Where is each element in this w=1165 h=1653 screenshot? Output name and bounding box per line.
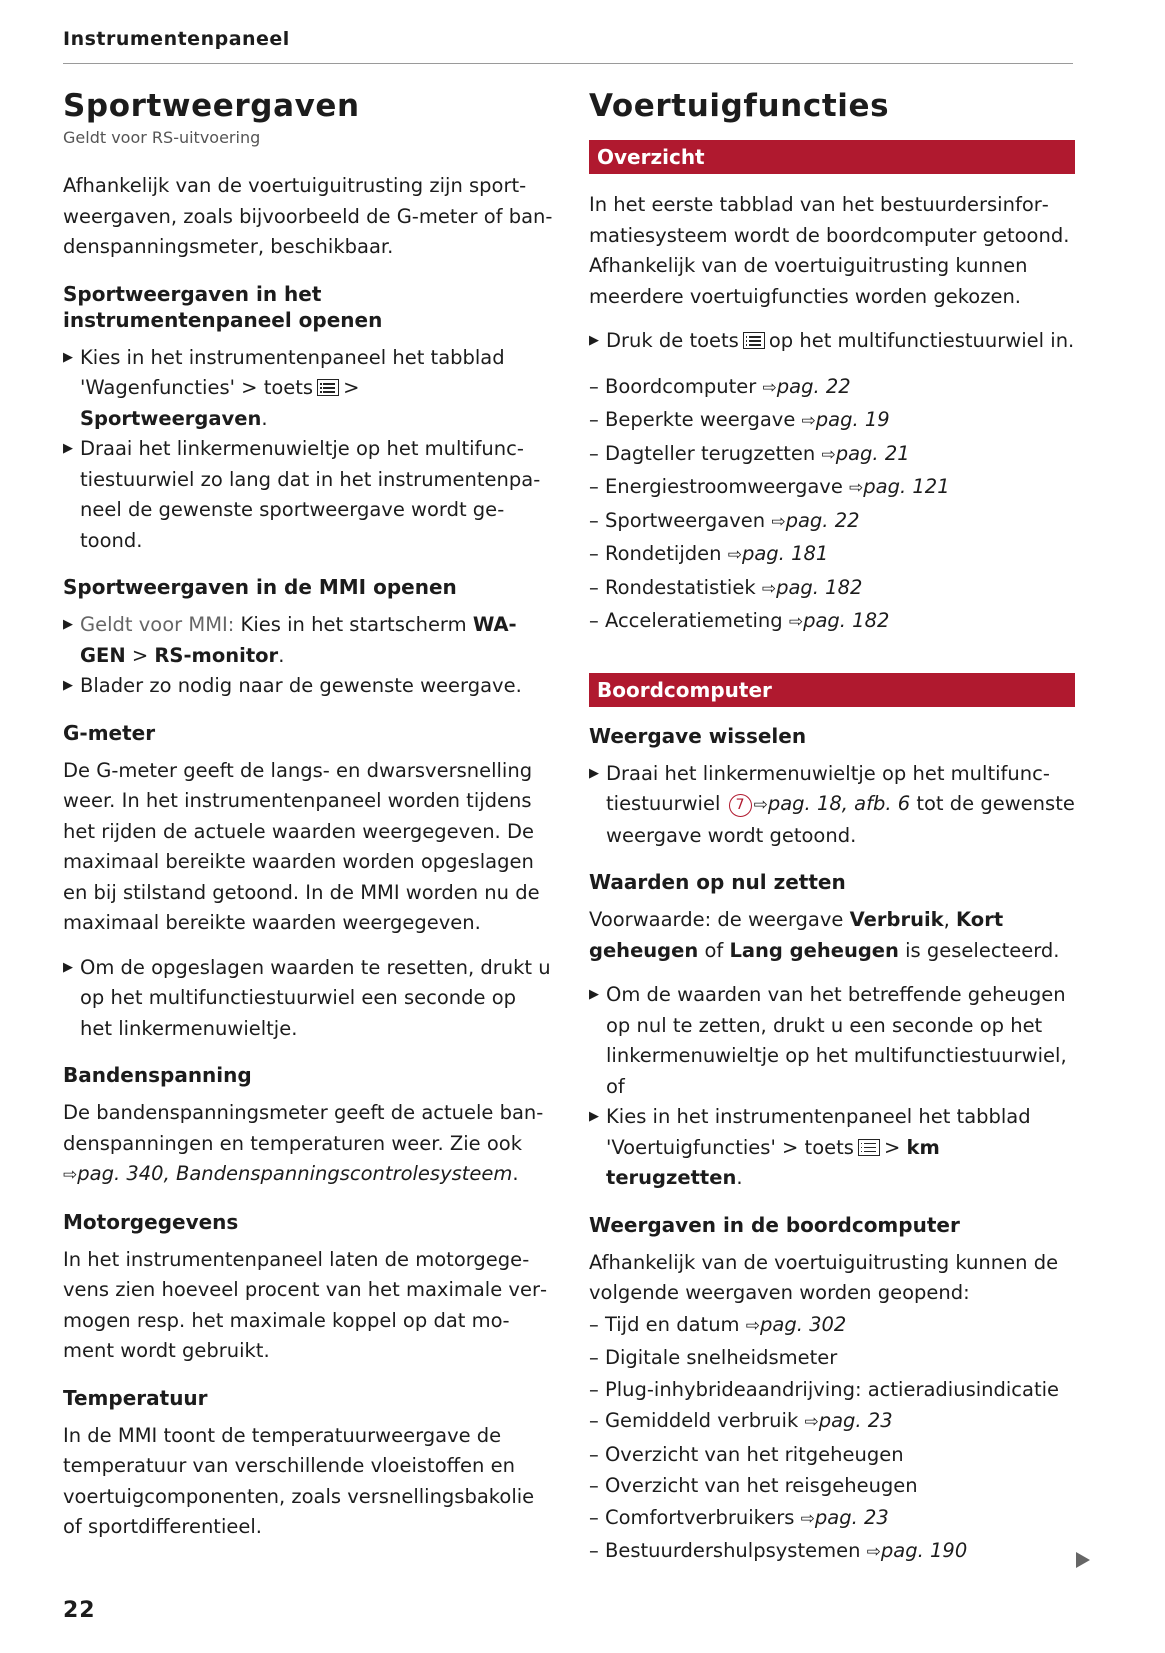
ref-link[interactable]: pag. 121 [863,475,950,498]
ref-link[interactable]: pag. 181 [741,542,829,565]
list-item [589,1405,1075,1439]
heading-weergave-wisselen: Weergave wisselen [589,723,807,748]
arrow-ref-icon: ⇨ [63,1165,78,1185]
arrow-ref-icon: ⇨ [804,1412,819,1432]
list-item-label: – Overzicht van het ritgeheugen [589,1442,904,1466]
step-item: ▶ Geldt voor MMI: Kies in het startscherm WAGEN > RS-monitor. [63,610,553,671]
temperatuur-paragraph: In de MMI toont de temperatuurweergave de temperatuur van verschillende vloeistoffen en voertuigcomponenten, zoals versnellingsbakolie of sportdifferentieel. [63,1423,535,1538]
heading-weergaven-boordcomputer: Weergaven in de boordcomputer [589,1212,960,1237]
list-item [589,538,1075,572]
step-item: ▶ Draai het linkermenuwieltje op het multifunctiestuurwiel 7 ⇨pag. 18, afb. 6 tot de gewenste weergave wordt getoond. [589,759,1075,852]
step-item: ▶ Druk de toets op het multifunctiestuurwiel in. [589,326,1075,357]
overview-paragraph: In het eerste tabblad van het bestuurdersinformatiesysteem wordt de boordcomputer getoond. Afhankelijk van de voertuiguitrusting kunnen meerdere voertuigfuncties worden gekozen. [589,193,1070,308]
list-item-label: – Dagteller terugzetten [589,441,816,465]
arrow-ref-icon: ⇨ [745,1315,761,1336]
bullet-icon: ▶ [63,678,73,693]
ref-link[interactable]: pag. 21 [835,441,910,465]
heading-mmi-open: Sportweergaven in de MMI openen [63,575,457,599]
bullet-icon: ▶ [589,1109,599,1124]
menu-list-icon [858,1139,880,1156]
page-header [63,26,1073,64]
list-item [589,1502,1075,1536]
list-item [589,471,1075,505]
section-bar-overzicht: Overzicht [589,140,1075,174]
ref-link[interactable]: pag. 190 [880,1539,968,1562]
list-item [589,371,1075,405]
callout-number-icon: 7 [729,794,752,817]
list-item-label: – Digitale snelheidsmeter [589,1346,838,1369]
step-item: ▶ Kies in het instrumentenpaneel het tabblad 'Wagenfuncties' > toets > Sportweergaven. [63,343,553,435]
section-title-voertuigfuncties: Voertuigfuncties [589,88,890,124]
step-item: ▶ Draai het linkermenuwieltje op het multifunctiestuurwiel zo lang dat in het instrumentenpaneel de gewenste sportweergave wordt getoond. [63,434,553,556]
display-list [589,1309,1075,1569]
section-title-sportweergaven: Sportweergaven [63,88,360,124]
bullet-icon: ▶ [589,987,599,1002]
heading-temperatuur: Temperatuur [63,1385,208,1410]
weergaven-paragraph: Afhankelijk van de voertuiguitrusting kunnen de volgende weergaven worden geopend: [589,1250,1059,1304]
intro-paragraph: Afhankelijk van de voertuiguitrusting zijn sportweergaven, zoals bijvoorbeeld de G-meter of bandenspanningsmeter, beschikbaar. [63,174,553,258]
list-item-label: – Overzicht van het reisgeheugen [589,1474,918,1497]
ref-link[interactable]: pag. 22 [785,508,860,532]
arrow-ref-icon: ⇨ [788,612,804,632]
heading-g-meter: G-meter [63,720,156,745]
motorgegevens-paragraph: In het instrumentenpaneel laten de motorgegevens zien hoeveel procent van het maximale vermogen resp. het maximale koppel op dat moment wordt gebruikt. [63,1247,548,1362]
ref-link[interactable]: pag. 23 [818,1409,893,1432]
bullet-icon: ▶ [63,959,73,975]
arrow-ref-icon: ⇨ [771,511,786,532]
list-item-label: – Rondestatistiek [589,575,756,599]
step-item: ▶ Om de waarden van het betreffende geheugen op nul te zetten, drukt u een seconde op het linkermenuwieltje op het multifunctiestuurwiel, of [589,980,1075,1102]
left-column [63,86,553,1557]
arrow-ref-icon: ⇨ [727,545,742,565]
list-item-label: – Bestuurdershulpsystemen [589,1539,861,1562]
step-item: ▶ Om de opgeslagen waarden te resetten, drukt u op het multifunctiestuurwiel een seconde op het linkermenuwieltje. [63,953,553,1045]
steps-waarden-nul [589,980,1075,1194]
heading-waarden-nul: Waarden op nul zetten [589,870,846,894]
steps-mmi-open [63,610,553,702]
list-item-label: – Energiestroomweergave [589,475,843,498]
list-item [589,1309,1075,1343]
list-item-label: – Beperkte weergave [589,408,796,431]
heading-instrument-open: Sportweergaven in het instrumentenpaneel openen [63,281,383,332]
arrow-ref-icon: ⇨ [761,578,777,599]
list-item [589,505,1075,539]
list-item [589,438,1075,472]
list-item-label: – Tijd en datum [589,1312,740,1336]
steps-overview [589,326,1075,357]
menu-path-bold: Sportweergaven [80,406,262,430]
page-number: 22 [63,1598,96,1623]
bullet-icon: ▶ [63,349,73,365]
list-item [589,1374,1075,1406]
list-item [589,605,1075,639]
list-item-label: – Sportweergaven [589,508,766,532]
heading-motorgegevens: Motorgegevens [63,1209,239,1234]
arrow-ref-icon: ⇨ [762,377,777,398]
step-item: ▶ Kies in het instrumentenpaneel het tabblad 'Voertuigfuncties' > toets > km terugzetten. [589,1102,1075,1194]
list-item [589,572,1075,606]
steps-instrument-open [63,343,553,557]
ref-link[interactable]: pag. 23 [814,1505,889,1529]
list-item-label: – Gemiddeld verbruik [589,1409,799,1432]
list-item [589,1535,1075,1569]
list-item [589,1470,1075,1502]
arrow-ref-icon: ⇨ [801,411,816,431]
list-item-label: – Rondetijden [589,542,722,565]
bullet-icon: ▶ [589,765,599,781]
list-item [589,1439,1075,1471]
steps-g-meter [63,953,553,1045]
function-list [589,371,1075,639]
section-bar-boordcomputer: Boordcomputer [589,673,1075,707]
bullet-icon: ▶ [589,333,599,348]
right-column [589,86,1075,1579]
triangle-right-icon[interactable] [1076,1552,1090,1568]
menu-list-icon [317,379,339,396]
list-item-label: – Boordcomputer [589,374,757,398]
menu-list-icon [743,332,765,349]
ref-link[interactable]: pag. 22 [776,374,851,398]
arrow-ref-icon: ⇨ [800,1508,815,1529]
voorwaarde-paragraph: Voorwaarde: de weergave Verbruik, Kort geheugen of Lang geheugen is geselecteerd. [589,908,1060,962]
ref-link[interactable]: pag. 340, Bandenspanningscontrolesysteem [77,1162,513,1185]
g-meter-paragraph: De G-meter geeft de langs- en dwarsversnelling weer. In het instrumentenpaneel worden tijdens het rijden de actuele waarden weergegeven. De maximaal bereikte waarden worden opgeslagen en bij stilstand getoond. In de MMI worden nu de maximaal bereikte waarden weergegeven. [63,758,540,934]
arrow-ref-icon: ⇨ [821,444,836,465]
ref-link[interactable]: pag. 18, afb. 6 [767,792,911,815]
list-item-label: – Comfortverbruikers [589,1505,795,1529]
bullet-icon: ▶ [63,617,73,632]
heading-bandenspanning: Bandenspanning [63,1063,252,1087]
step-item: ▶ Blader zo nodig naar de gewenste weergave. [63,671,553,702]
ref-link[interactable]: pag. 19 [815,408,890,431]
list-item [589,1342,1075,1374]
bullet-icon: ▶ [63,441,73,456]
list-item-label: – Plug-inhybrideaandrijving: actieradiusindicatie [589,1377,1060,1401]
arrow-ref-icon: ⇨ [849,478,864,498]
bandenspanning-paragraph: De bandenspanningsmeter geeft de actuele bandenspanningen en temperaturen weer. Zie ook ⇨pag. 340, Bandenspanningscontrolesysteem. [63,1101,544,1185]
section-subtitle: Geldt voor RS-uitvoering [63,128,261,147]
header-title: Instrumentenpaneel [63,28,290,50]
ref-link[interactable]: pag. 302 [760,1312,847,1336]
list-item [589,404,1075,438]
arrow-ref-icon: ⇨ [866,1542,881,1562]
list-item-label: – Acceleratiemeting [589,609,783,632]
ref-link[interactable]: pag. 182 [776,575,863,599]
arrow-ref-icon: ⇨ [753,795,768,815]
ref-link[interactable]: pag. 182 [803,609,890,632]
steps-weergave-wisselen [589,759,1075,852]
